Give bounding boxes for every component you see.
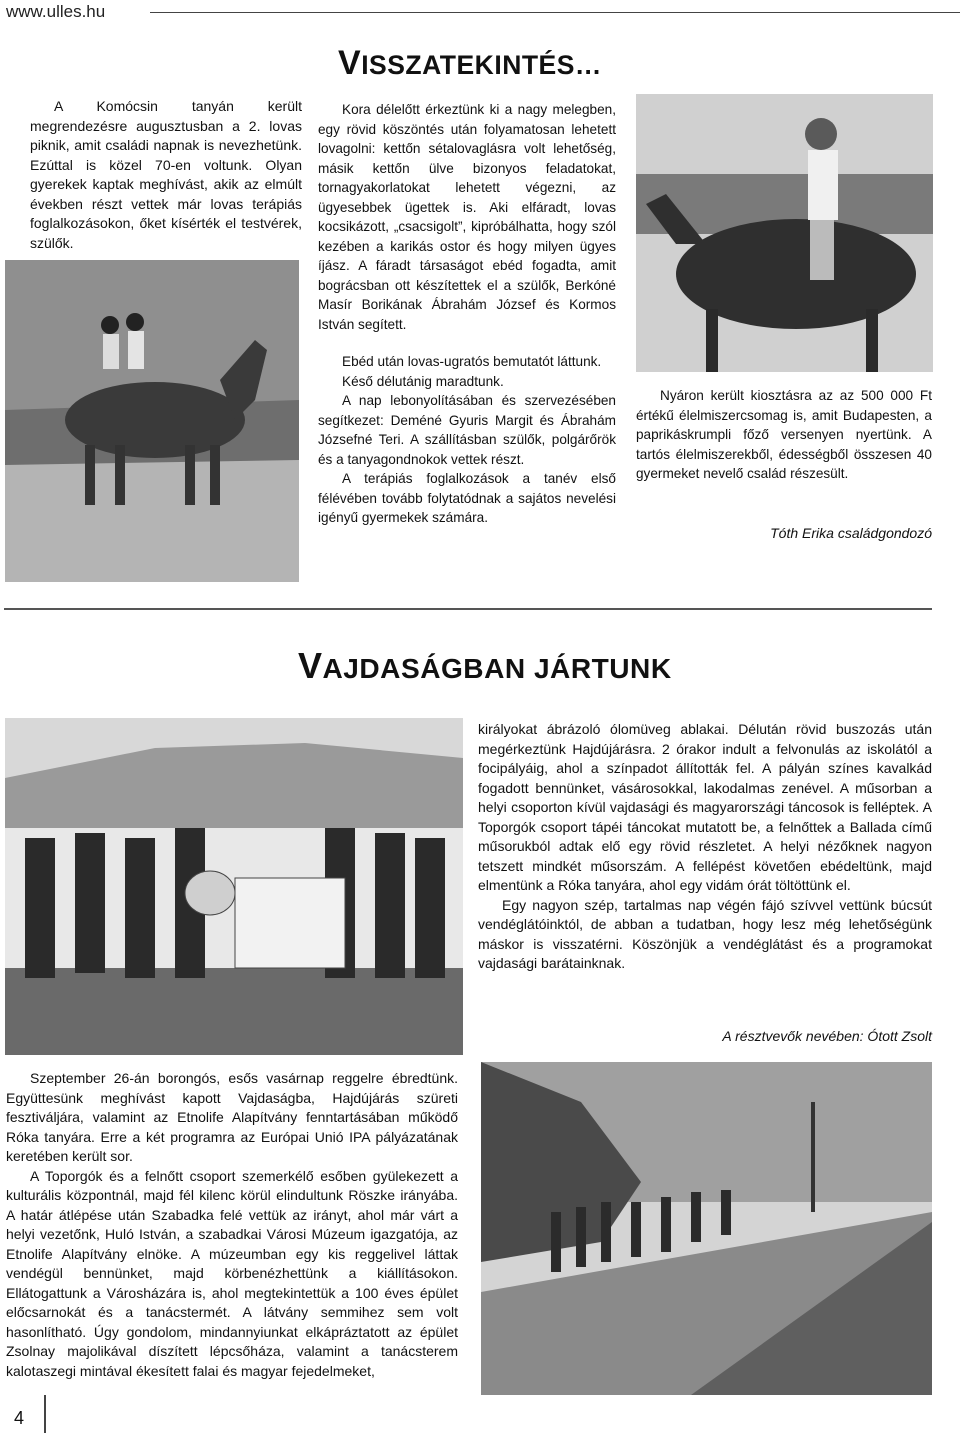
paragraph: A Toporgók és a felnőtt csoport szemerkélő esőben gyülekezett a kulturális központnál, majd fél kilenc körül elindultunk Röszke irányába. A határ átlépése után Szabadka felé vettük az irányt, ahol már várt a helyi vezetőnk, Huló István, a szabadkai Városi Múzeum igazgatója, az Etnolife Alapítvány elnöke. A múzeumban egy kis reggelivel láttak vendégül bennünket, majd körbenézhettünk a kiállításokon. Ellátogattunk a Városházára is, ahol megtekintettük a 100 éves épület előcsarnokát és a tanácstermét. A látvány semmihez sem volt hasonlítható. Úgy gondolom, mindannyiunkat elkápráztatott az épület Zsolnay majolikával díszített lépcsőháza, valamint a tanácsterem kalotaszegi mintával ékesített falai és magyar fejedelmeket,: [6, 1167, 458, 1379]
site-url[interactable]: www.ulles.hu: [6, 2, 106, 21]
paragraph: A terápiás foglalkozások a tanév első félévében tovább folytatódnak a sajátos nevelési igényű gyermekek számára.: [318, 471, 616, 525]
section-divider: [4, 608, 932, 610]
paragraph: Nyáron került kiosztásra az az 500 000 Ft értékű élelmiszercsomag is, amit Budapesten, a paprikáskrumpli főző versenyen nyertünk. A tartós élelmiszerekből, édességből összesen 40 gyermeket nevelő család részesült.: [636, 388, 932, 481]
title-rest: ISSZATEKINTÉS…: [361, 50, 602, 80]
article1-title: [338, 44, 602, 83]
article1-signature: Tóth Erika családgondozó: [770, 525, 932, 541]
title-initial: V: [338, 44, 362, 82]
article2-signature: A résztvevők nevében: Ótott Zsolt: [722, 1028, 932, 1044]
article2-title: [298, 645, 672, 687]
paragraph: Szeptember 26-án borongós, esős vasárnap reggelre ébredtünk. Együttesünk meghívást kapott Vajdaságba, Hajdújárás szüreti fesztiváljára, valamint az Etnolife Alapítvány fenntartásában működő Róka tanyára. Erre a két programra az Európai Unió IPA pályázatának keretében került sor.: [6, 1070, 458, 1164]
photo-horse-children: [5, 260, 299, 582]
article2-left-col: [6, 1069, 458, 1381]
paragraph: királyokat ábrázoló ólomüveg ablakai. Délután rövid buszozás után megérkeztünk Hajdújárásra. 2 órakor indult a felvonulás az iskolától a focipályáig, ahol a színpadot állították fel. A pályán színes kavalkád fogadott bennünket, vásárosokkal, lakodalmas zenével. A műsorban a helyi csoporton kívül vajdasági és magyarországi táncosok is felléptek. A Toporgók csoport tápéi táncokat mutatott be, a felnőttek a Ballada című műsorukból adtak elő egy rövid részletet. A helyi nézőknek nagyon tetszett mindkét műsorszám. A fellépést követően ebédeltünk, majd elmentünk a Róka tanyára, ahol egy vidám órát töltöttünk el.: [478, 721, 932, 893]
article2-right-col: [478, 720, 932, 974]
paragraph: A Komócsin tanyán került megrendezésre augusztusban a 2. lovas piknik, amit családi napnak is nevezhetünk. Ezúttal is közel 70-en voltunk. Olyan gyerekek kaptak meghívást, akik az elmúlt években részt vettek már lovas terápiás foglalkozásokon, őket kísérték el testvérek, szülők.: [30, 98, 302, 251]
header-rule: [150, 12, 960, 13]
paragraph: A nap lebonyolításában és szervezésében segítkezet: Deméné Gyuris Margit és Ábrahám Józsefné Teri. A szállításban szülők, polgárőrök és a tanyagondnokok vettek részt.: [318, 393, 616, 467]
article1-col3: [636, 386, 932, 484]
paragraph: Egy nagyon szép, tartalmas nap végén fájó szívvel vettünk búcsút vendéglátóinktól, de abban a tudatban, hogy lesz még lehetőségünk máskor is visszatérni. Köszönjük a vendéglátást és a programokat vajdasági barátainknak.: [478, 896, 932, 971]
photo-group-banner: [5, 718, 463, 1055]
paragraph: Kora délelőtt érkeztünk ki a nagy melegben, egy rövid köszöntés után folyamatosan lehetett lovagolni: kettőn sétalovaglásra volt lehetőség, másik kettőn ülve bizonyos feladatokat, tornagyakorlatokat lehetett végezni, az ügyesebbek ügettek is. Aki elfáradt, lovas kocsikázott, „csacsigolt”, kipróbálhatta, hogy szól kezében a karikás ostor és hogy milyen ügyes íjász. A fáradt társaságot ebéd fogadta, amit bográcsban ott készítettek el a szülők, Berkóné Masír Borikának Ábrahám József és Kormos István segített.: [318, 102, 616, 332]
page-number: 4: [14, 1408, 25, 1428]
article1-col2: [318, 100, 616, 528]
title-initial: V: [298, 645, 323, 686]
photo-girl-horse: [636, 94, 933, 372]
paragraph: Ebéd után lovas-ugratós bemutatót láttunk.: [342, 354, 602, 369]
photo-parade-road: [481, 1062, 932, 1395]
article1-col1: [30, 97, 302, 253]
footer-rule: [44, 1395, 46, 1433]
title-rest: AJDASÁGBAN JÁRTUNK: [322, 653, 672, 684]
paragraph: Késő délutánig maradtunk.: [342, 373, 504, 389]
